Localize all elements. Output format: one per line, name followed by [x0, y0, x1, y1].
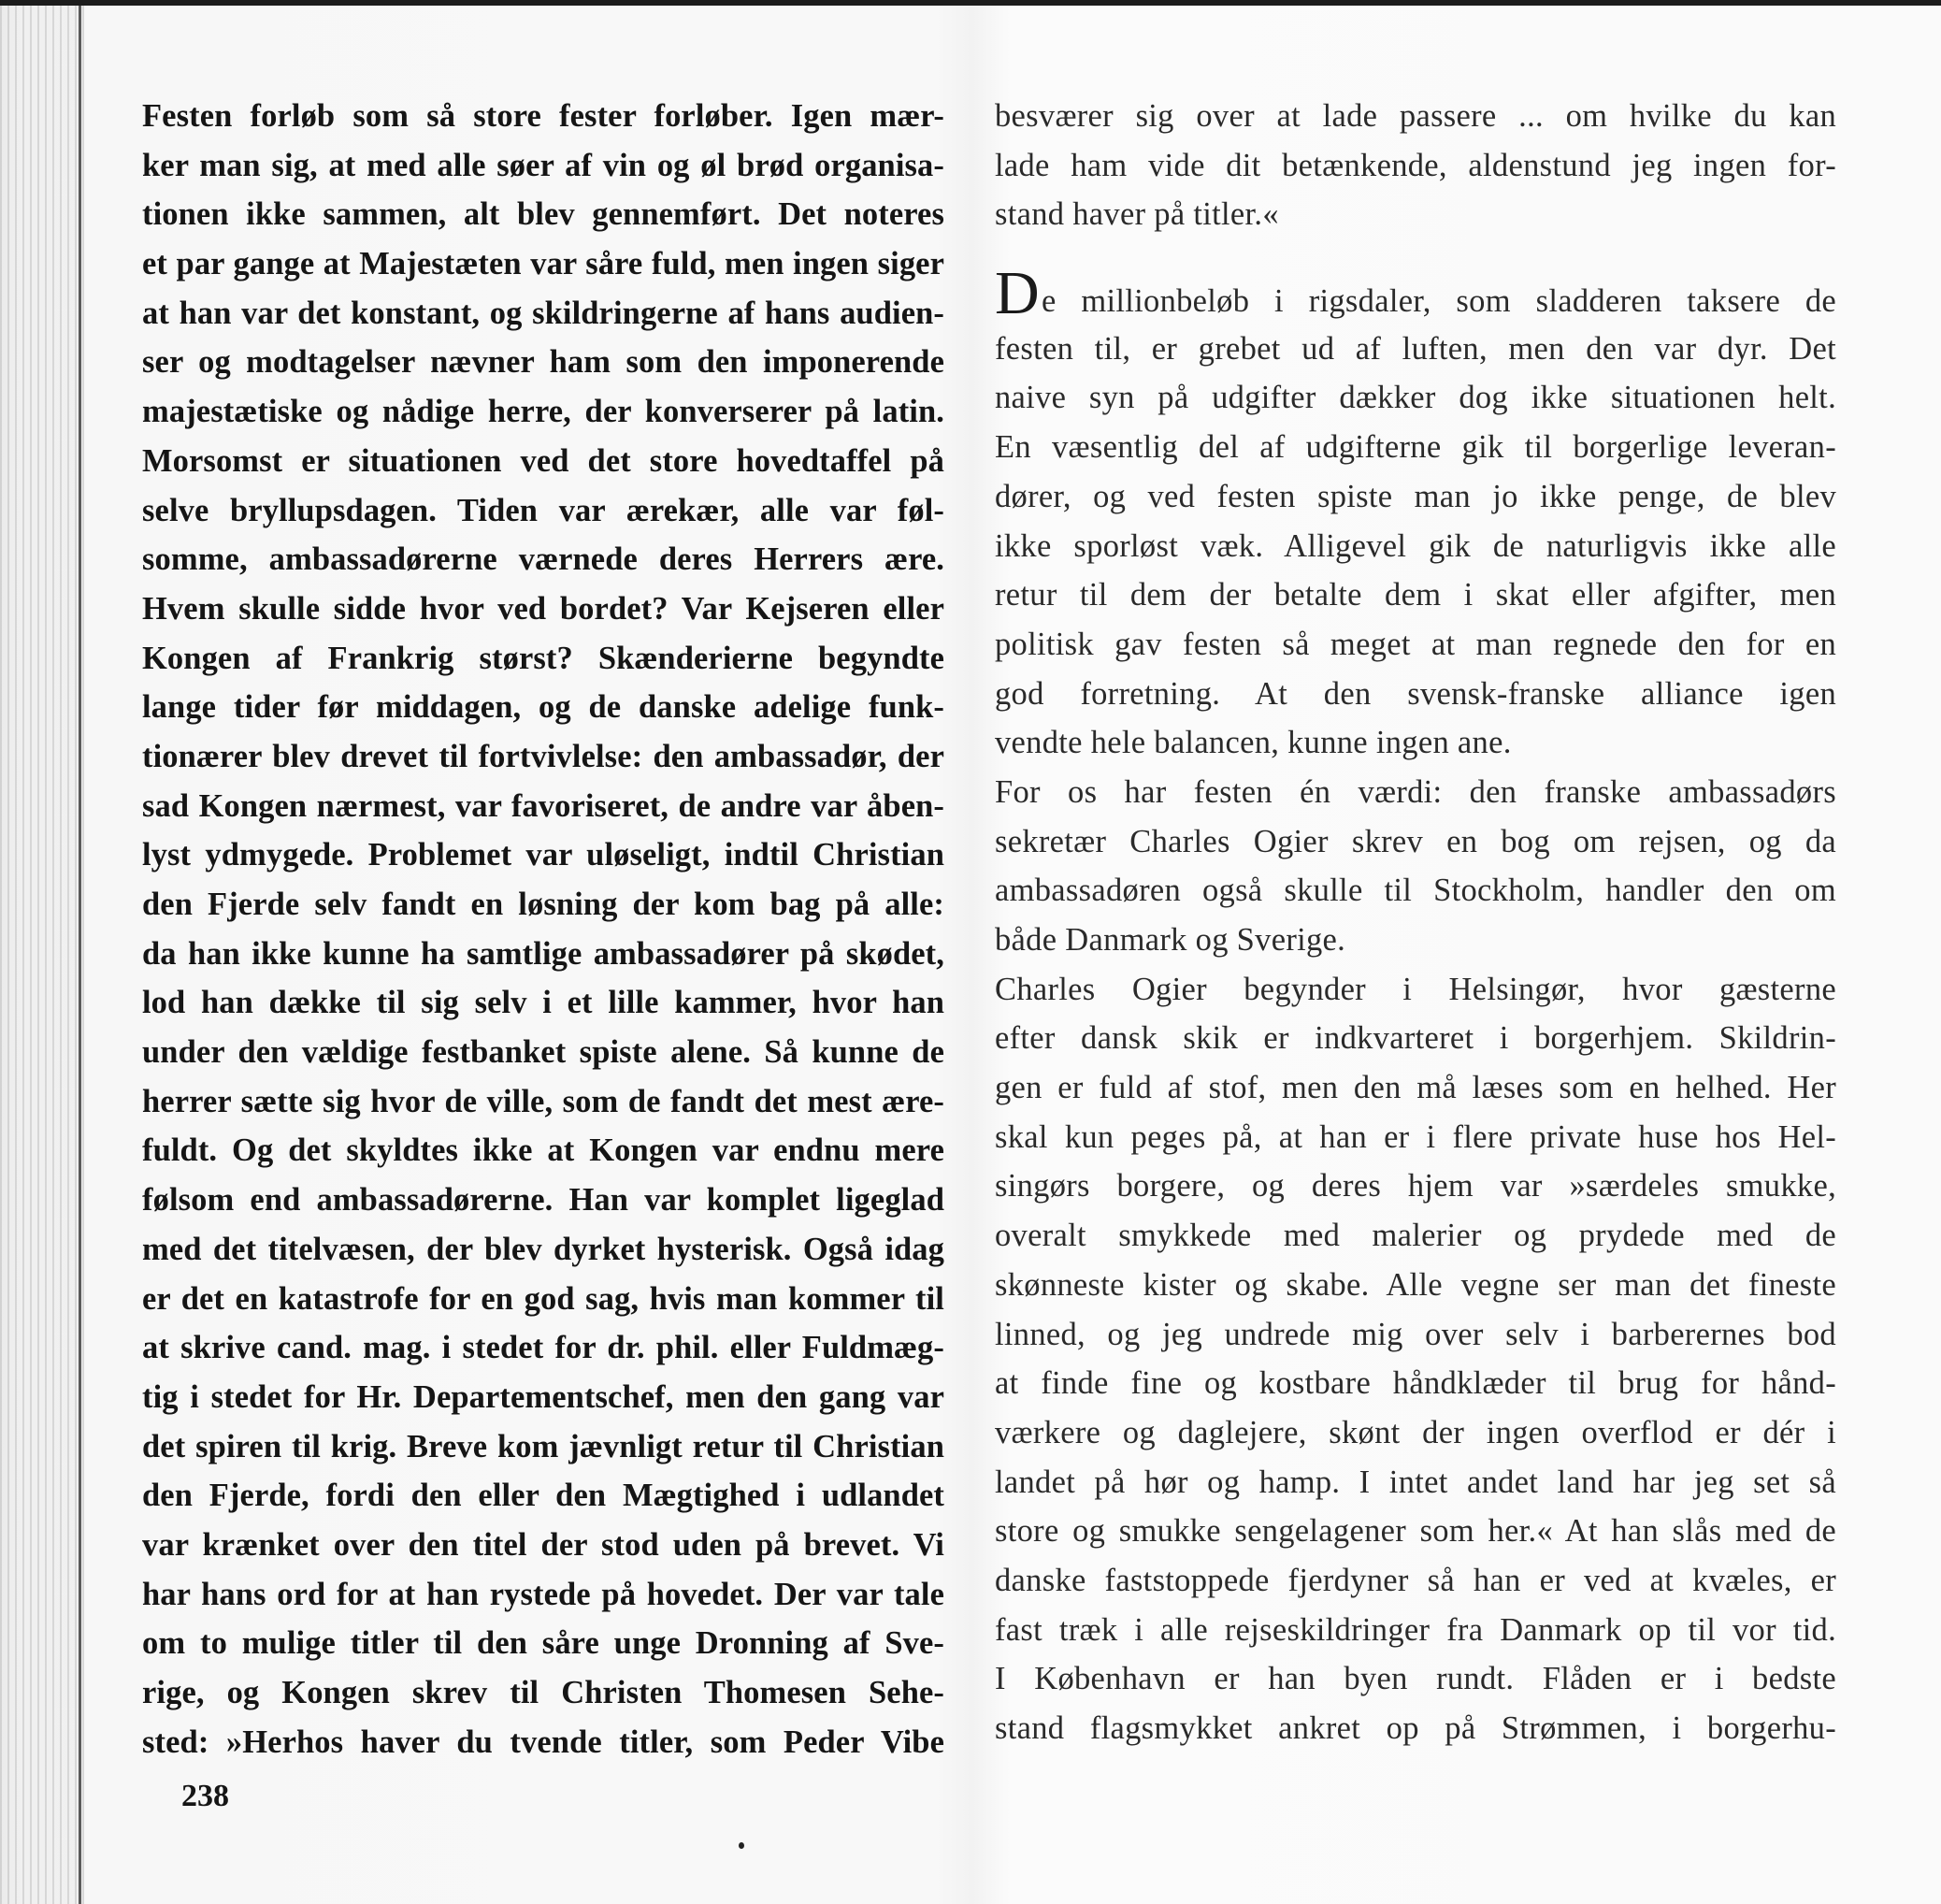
text-line: dører, og ved festen spiste man jo ikke penge, de blev: [995, 478, 1836, 514]
text-line: værkere og daglejere, skønt der ingen overflod er dér i: [995, 1414, 1836, 1450]
text-line: har hans ord for at han rystede på hovedet. Der var tale: [142, 1576, 944, 1612]
text-line: med det titelvæsen, der blev dyrket hysterisk. Også idag: [142, 1231, 944, 1267]
text-line: skønneste kister og skabe. Alle vegne ser man det fineste: [995, 1266, 1836, 1303]
text-line: var krænket over den titel der stod uden på brevet. Vi: [142, 1526, 944, 1563]
text-line: efter dansk skik er indkvarteret i borgerhjem. Skildrin-: [995, 1020, 1836, 1057]
text-line: selve bryllupsdagen. Tiden var ærekær, alle var føl-: [142, 492, 944, 528]
text-line: fast træk i alle rejseskildringer fra Danmark op til vor tid.: [995, 1611, 1836, 1648]
text-line: fuldt. Og det skyldtes ikke at Kongen var endnu mere: [142, 1132, 944, 1169]
print-speck: [739, 1842, 744, 1849]
text-line: skal kun peges på, at han er i flere private huse hos Hel-: [995, 1118, 1836, 1155]
page-edges: [0, 6, 84, 1904]
text-line: den Fjerde, fordi den eller den Mægtighed i udlandet: [142, 1478, 944, 1514]
text-line: at skrive cand. mag. i stedet for dr. phil. eller Fuldmæg-: [142, 1330, 944, 1366]
text-line: overalt smykkede med malerier og prydede med de: [995, 1218, 1836, 1254]
text-line: vendte hele balancen, kunne ingen ane.: [995, 725, 1512, 761]
text-line: den Fjerde selv fandt en løsning der kom bag på alle:: [142, 887, 944, 922]
text-line: festen til, er grebet ud af luften, men den var dyr. Det: [995, 330, 1836, 367]
text-line: rige, og Kongen skrev til Christen Thomesen Sehe-: [142, 1675, 944, 1710]
text-line: besværer sig over at lade passere ... om hvilke du kan: [995, 98, 1836, 134]
text-line: somme, ambassadørerne værnede deres Herrers ære.: [142, 541, 944, 578]
text-line: lod han dække til sig selv i et lille kammer, hvor han: [142, 985, 944, 1021]
text-line: sad Kongen nærmest, var favoriseret, de andre var åben-: [142, 787, 944, 824]
text-line: landet på hør og hamp. I intet andet land har jeg set så: [995, 1464, 1836, 1500]
text-line: danske faststoppede fjerdyner så han er ved at kvæles, er: [995, 1562, 1836, 1598]
text-line: gen er fuld af stof, men den må læses som en helhed. Her: [995, 1070, 1836, 1106]
text-line: retur til dem der betalte dem i skat eller afgifter, men: [995, 577, 1836, 613]
text-line: sekretær Charles Ogier skrev en bog om rejsen, og da: [995, 823, 1836, 859]
text-line: En væsentlig del af udgifterne gik til borgerlige leveran-: [995, 429, 1836, 466]
text-line: e millionbeløb i rigsdaler, som sladderen taksere de: [1041, 283, 1836, 320]
text-line: følsom end ambassadørerne. Han var komplet ligeglad: [142, 1182, 944, 1219]
text-line: om to mulige titler til den såre unge Dronning af Sve-: [142, 1625, 944, 1662]
text-line: ker man sig, at med alle søer af vin og øl brød organisa-: [142, 147, 944, 183]
text-line: For os har festen én værdi: den franske ambassadørs: [995, 773, 1836, 810]
text-line: ambassadøren også skulle til Stockholm, handler den om: [995, 873, 1836, 909]
text-line: tionen ikke sammen, alt blev gennemført. Det noteres: [142, 196, 944, 233]
page-gutter: [79, 6, 81, 1904]
text-line: under den vældige festbanket spiste alene. Så kunne de: [142, 1034, 944, 1071]
text-line: store og smukke sengelagener som her.« At han slås med de: [995, 1513, 1836, 1550]
text-line: Charles Ogier begynder i Helsingør, hvor gæsterne: [995, 971, 1836, 1007]
text-line: singørs borgere, og deres hjem var »særdeles smukke,: [995, 1168, 1836, 1204]
right-page-text: [995, 92, 1836, 1753]
text-line: tionærer blev drevet til fortvivlelse: den ambassadør, der: [142, 738, 944, 774]
text-line: at finde fine og kostbare håndklæder til brug for hånd-: [995, 1365, 1836, 1402]
text-line: ikke sporløst væk. Alligevel gik de naturligvis ikke alle: [995, 527, 1836, 564]
text-line: lange tider før middagen, og de danske adelige funk-: [142, 689, 944, 726]
text-line: det spiren til krig. Breve kom jævnligt retur til Christian: [142, 1428, 944, 1464]
text-line: Hvem skulle sidde hvor ved bordet? Var Kejseren eller: [142, 590, 944, 627]
text-line: lade ham vide dit betænkende, aldenstund jeg ingen for-: [995, 147, 1836, 183]
text-line: da han ikke kunne ha samtlige ambassadører på skødet,: [142, 935, 944, 972]
text-line: Festen forløb som så store fester forløber. Igen mær-: [142, 98, 944, 134]
text-line: både Danmark og Sverige.: [995, 922, 1346, 958]
text-line: at han var det konstant, og skildringerne af hans audien-: [142, 295, 944, 331]
text-line: tig i stedet for Hr. Departementschef, men den gang var: [142, 1378, 944, 1415]
paragraph-gap: [995, 239, 1836, 275]
text-line: et par gange at Majestæten var såre fuld, men ingen siger: [142, 246, 944, 282]
text-line: I København er han byen rundt. Flåden er i bedste: [995, 1661, 1836, 1697]
text-line: linned, og jeg undrede mig over selv i barberernes bod: [995, 1316, 1836, 1352]
text-line: stand haver på titler.«: [995, 196, 1279, 233]
text-line: herrer sætte sig hvor de ville, som de fandt det mest ære-: [142, 1083, 944, 1119]
text-line: lyst ydmygede. Problemet var uløseligt, indtil Christian: [142, 837, 944, 873]
text-line: Kongen af Frankrig størst? Skænderierne begyndte: [142, 640, 944, 676]
text-line: majestætiske og nådige herre, der konverserer på latin.: [142, 394, 944, 430]
text-line: god forretning. At den svensk-franske alliance igen: [995, 675, 1836, 712]
text-line: sted: »Herhos haver du tvende titler, som Peder Vibe: [142, 1724, 944, 1760]
drop-cap-line: [995, 259, 1836, 328]
text-line: er det en katastrofe for en god sag, hvis man kommer til: [142, 1280, 944, 1317]
text-line: politisk gav festen så meget at man regnede den for en: [995, 626, 1836, 662]
text-line: naive syn på udgifter dækker dog ikke situationen helt.: [995, 380, 1836, 416]
left-page-text: [142, 92, 944, 1767]
text-line: Morsomst er situationen ved det store hovedtaffel på: [142, 442, 944, 479]
text-line: stand flagsmykket ankret op på Strømmen, i borgerhu-: [995, 1710, 1836, 1746]
drop-cap: D: [995, 259, 1040, 328]
text-line: ser og modtagelser nævner ham som den imponerende: [142, 344, 944, 381]
page-number: 238: [181, 1779, 229, 1813]
